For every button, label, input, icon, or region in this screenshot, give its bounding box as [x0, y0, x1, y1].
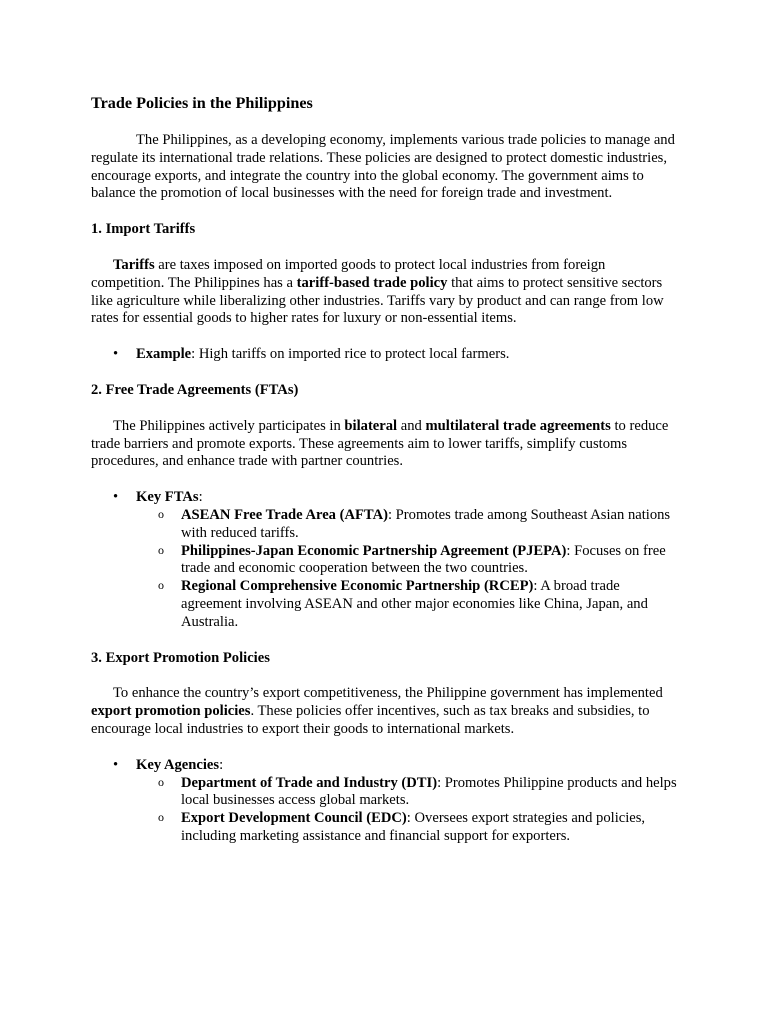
bold-term: Tariffs: [113, 256, 155, 273]
list-item: [91, 757, 681, 846]
bullet-text: : High tariffs on imported rice to protect local farmers.: [191, 346, 510, 363]
paragraph-text: and: [397, 417, 426, 434]
page-title: Trade Policies in the Philippines: [91, 94, 313, 112]
sub-item-label: ASEAN Free Trade Area (AFTA): [181, 506, 388, 523]
document-body: [91, 93, 681, 846]
sub-item-label: Regional Comprehensive Economic Partnership (RCEP): [181, 578, 534, 595]
sub-bullet-icon: o: [158, 578, 164, 593]
bullet-icon: •: [113, 756, 119, 773]
list-item: [91, 489, 681, 631]
sub-item-text: : Promotes Philippine products and helps local businesses access global markets.: [181, 774, 677, 809]
sub-item-text: : Promotes trade among Southeast Asian nations with reduced tariffs.: [181, 506, 671, 541]
paragraph-text: . These policies offer incentives, such as tax breaks and subsidies, to encourage local industries to export their goods to international markets.: [91, 703, 650, 737]
sub-item-text: : A broad trade agreement involving ASEAN and other major economies like China, Japan, and Australia.: [181, 578, 648, 630]
sub-bullet-icon: o: [158, 774, 164, 789]
bullet-colon: :: [198, 489, 203, 506]
bullet-label: Example: [136, 346, 192, 363]
sub-list-item: [91, 775, 681, 811]
bold-term: bilateral: [344, 417, 398, 434]
paragraph-text: that aims to protect sensitive sectors like agriculture while liberalizing other industries. Tariffs vary by product and can range from low rates for essential goods to higher rates for luxury or non-essential items.: [91, 274, 664, 327]
bullet-colon: :: [219, 756, 224, 773]
key-ftas-bullet-list: [91, 489, 681, 631]
export-promotion-paragraph: [91, 685, 681, 738]
section-heading-free-trade-agreements: 2. Free Trade Agreements (FTAs): [91, 381, 299, 398]
sub-bullet-icon: o: [158, 810, 164, 825]
bullet-label: Key FTAs: [136, 489, 199, 506]
paragraph-text: are taxes imposed on imported goods to protect local industries from foreign competition. The Philippines has a: [91, 256, 606, 291]
bullet-label: Key Agencies: [136, 756, 220, 773]
sub-list-item: [91, 507, 681, 543]
section-heading-export-promotion-policies: 3. Export Promotion Policies: [91, 649, 270, 666]
key-agencies-bullet-list: [91, 757, 681, 846]
import-tariffs-paragraph: [91, 257, 681, 328]
list-item: [91, 346, 681, 364]
intro-paragraph: The Philippines, as a developing economy, implements various trade policies to manage and regulate its international trade relations. These policies are designed to protect domestic industries, encourage exports, and integrate the country into the global economy. The government aims to balance the promotion of local businesses with the need for foreign trade and investment.: [91, 132, 675, 202]
bullet-icon: •: [113, 489, 119, 506]
paragraph-text: to reduce trade barriers and promote exports. These agreements aim to lower tariffs, simplify customs procedures, and enhance trade with partner countries.: [91, 417, 669, 470]
bold-term: multilateral trade agreements: [425, 417, 611, 434]
sub-item-text: : Oversees export strategies and policies, including marketing assistance and financial support for exporters.: [181, 810, 646, 844]
sub-list-item: [91, 578, 681, 631]
bullet-icon: •: [113, 346, 119, 363]
ftas-sub-list: [136, 507, 681, 632]
sub-item-label: Department of Trade and Industry (DTI): [181, 774, 438, 791]
import-tariffs-bullet-list: [91, 346, 681, 364]
sub-bullet-icon: o: [158, 506, 164, 521]
bold-term: export promotion policies: [91, 703, 251, 720]
sub-item-text: : Focuses on free trade and economic cooperation between the two countries.: [181, 542, 666, 577]
sub-bullet-icon: o: [158, 542, 164, 557]
sub-item-label: Philippines-Japan Economic Partnership Agreement (PJEPA): [181, 542, 567, 559]
free-trade-agreements-paragraph: [91, 418, 681, 471]
agencies-sub-list: [136, 775, 681, 846]
sub-list-item: [91, 543, 681, 579]
bold-term: tariff-based trade policy: [296, 274, 448, 291]
sub-list-item: [91, 810, 681, 846]
section-heading-import-tariffs: 1. Import Tariffs: [91, 221, 196, 238]
paragraph-text: To enhance the country’s export competitiveness, the Philippine government has implemented: [113, 685, 663, 702]
sub-item-label: Export Development Council (EDC): [181, 810, 407, 827]
paragraph-text: The Philippines actively participates in: [113, 417, 345, 434]
